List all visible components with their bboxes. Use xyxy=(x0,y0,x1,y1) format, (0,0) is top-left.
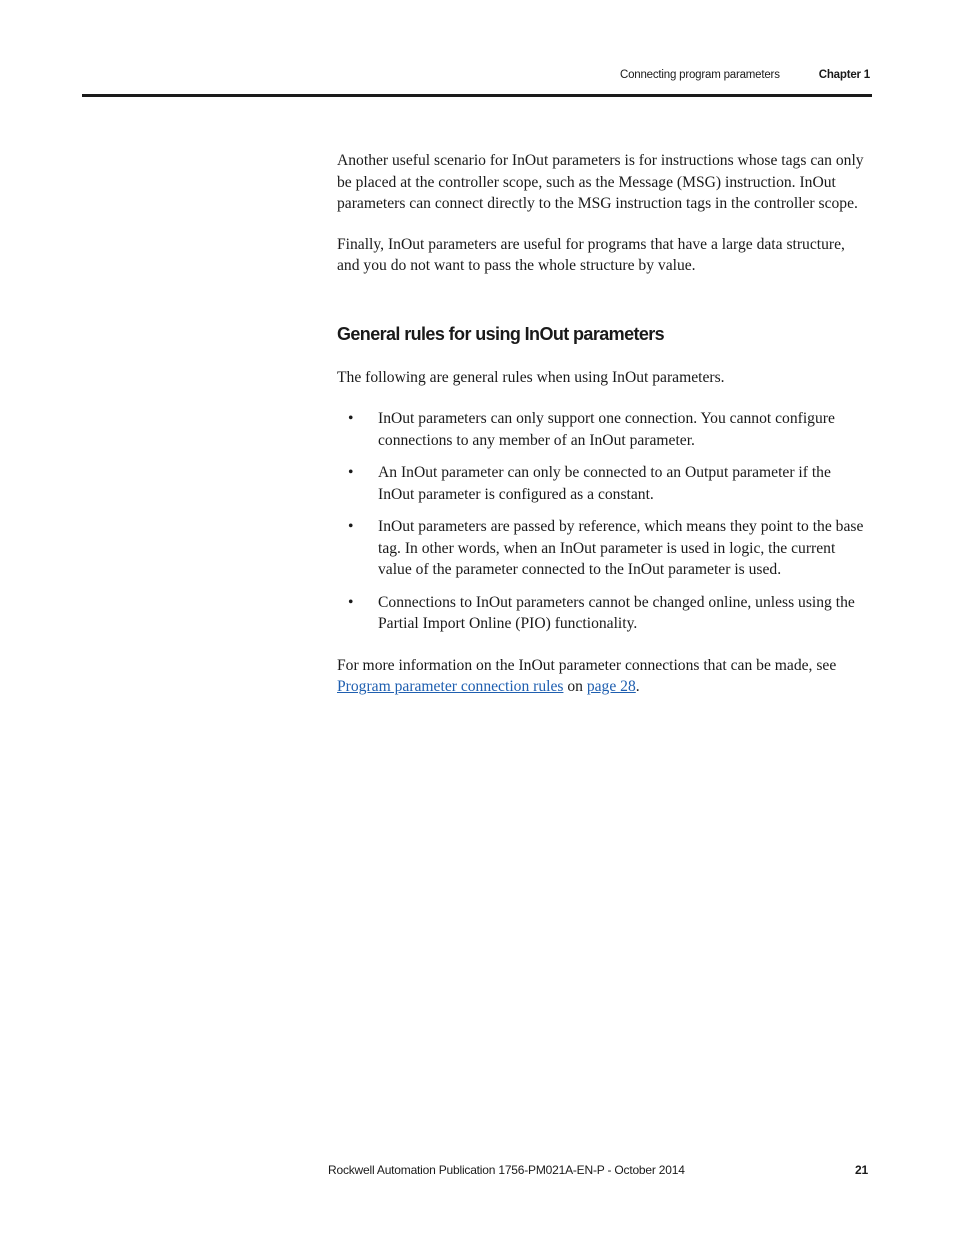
list-item xyxy=(337,516,867,581)
closing-suffix: . xyxy=(635,678,640,695)
bullet-icon: • xyxy=(348,518,354,535)
paragraph-large-data: Finally, InOut parameters are useful for programs that have a large data structure, and you do not want to pass the whole structure by value. xyxy=(337,235,845,274)
closing-prefix: For more information on the InOut parameter connections that can be made, see xyxy=(337,656,837,674)
list-item xyxy=(337,408,867,451)
bullet-icon: • xyxy=(348,410,354,427)
page-28-link[interactable]: page 28 xyxy=(586,678,636,695)
header-rule xyxy=(82,94,872,97)
rules-list xyxy=(337,408,867,635)
paragraph-msg-scenario: Another useful scenario for InOut parameters is for instructions whose tags can only be placed at the controller scope, such as the Message (MSG) instruction. InOut parameters can connect directly to the MSG instruction tags in the controller scope. xyxy=(337,152,864,212)
list-item xyxy=(337,462,867,505)
header-section-title: Connecting program parameters xyxy=(619,69,780,81)
closing-paragraph xyxy=(337,655,867,698)
rules-intro: The following are general rules when using InOut parameters. xyxy=(337,368,725,386)
connection-rules-link[interactable]: Program parameter connection rules xyxy=(337,678,564,695)
running-header xyxy=(620,69,870,81)
bullet-icon: • xyxy=(348,593,354,611)
list-item-text: InOut parameters can only support one connection. You cannot configure connections to any member of an InOut parameter. xyxy=(378,410,835,449)
page-number: 21 xyxy=(855,1163,868,1177)
list-item-text: InOut parameters are passed by reference, which means they point to the base tag. In other words, when an InOut parameter is used in logic, the current value of the parameter connected to the InOut parameter is used. xyxy=(378,518,864,578)
main-content xyxy=(337,150,867,698)
bullet-icon: • xyxy=(348,464,354,481)
closing-middle: on xyxy=(563,678,587,695)
list-item xyxy=(337,592,867,635)
header-chapter-label: Chapter 1 xyxy=(818,69,870,81)
publication-info: Rockwell Automation Publication 1756-PM021A-EN-P - October 2014 xyxy=(328,1163,685,1177)
section-heading: General rules for using InOut parameters xyxy=(337,323,665,344)
list-item-text: Connections to InOut parameters cannot be changed online, unless using the Partial Import Online (PIO) functionality. xyxy=(378,593,855,632)
list-item-text: An InOut parameter can only be connected to an Output parameter if the InOut parameter is configured as a constant. xyxy=(378,464,831,503)
